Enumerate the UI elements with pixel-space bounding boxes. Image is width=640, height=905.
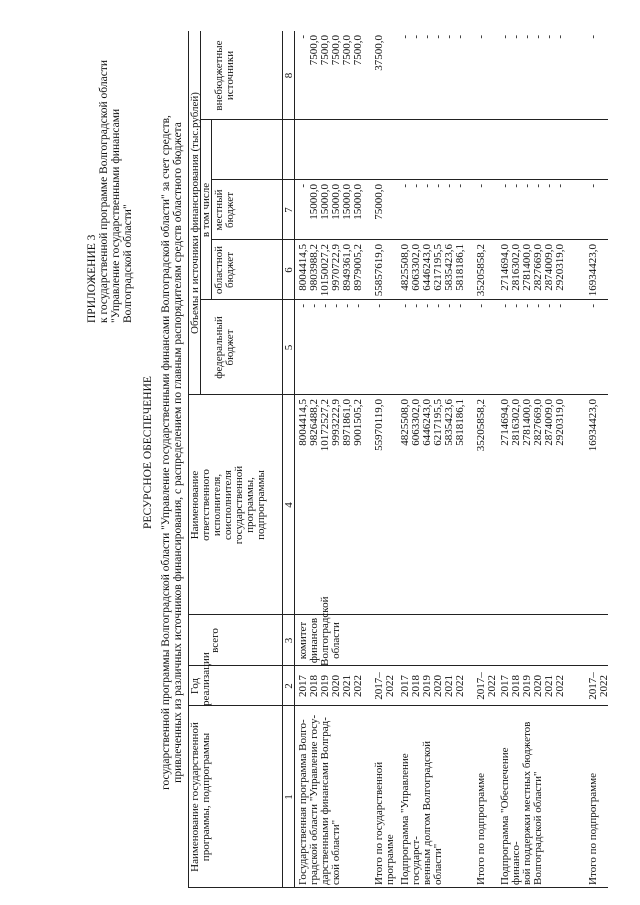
sub1-total-local: -: [475, 184, 487, 188]
doc-title-line-1: государственной программы Волгоградской области "Управление государственными финансами Волгоградской области" за счет средств,: [160, 115, 172, 790]
header-year: Год реализации: [189, 652, 212, 706]
sub1-years: 2017 2018 2019 2020 2021 2022: [399, 675, 466, 697]
appendix-line-2: "Управление государственными финансами: [110, 108, 122, 323]
program-executor: комитет финансов Волгоградской области: [297, 596, 342, 666]
program-years: 2017 2018 2019 2020 2021 2022: [297, 675, 364, 697]
program-total-period: 2017–2022: [373, 672, 396, 700]
appendix-line-1: к государственной программе Волгоградской области: [98, 60, 110, 323]
sub1-total-label: Итого по подпрограмме: [475, 773, 487, 885]
col-num-7: 7: [283, 207, 295, 213]
col-num-6: 6: [283, 267, 295, 273]
appendix-line-3: Волгоградской области": [122, 204, 134, 323]
header-local: местный бюджет: [213, 189, 236, 231]
sub2-total-period: 2017–2022: [587, 672, 610, 700]
header-including: в том числе: [200, 182, 212, 238]
program-name: Государственная программа Волго- градской области "Управление госу- дарственными финансами Волград- ской области": [297, 714, 342, 885]
sub2-total-extra: -: [587, 35, 599, 39]
program-total-extra: 37500,0: [373, 35, 385, 71]
sub1-total: 4825508,0 6063302,0 6446243,0 6217195,5 5835423,6 5818186,1: [399, 399, 466, 446]
program-regional: 8004414,5 9803988,2 10150027,2 9970722,9 8949361,0 8979005,2: [297, 244, 364, 297]
sub2-years: 2017 2018 2019 2020 2021 2022: [499, 675, 566, 697]
program-total-regional: 55857619,0: [373, 244, 385, 297]
col-num-8: 8: [283, 72, 295, 79]
header-executor: Наименование ответственного исполнителя, соисполнителя государственной программы, подпрограммы: [189, 465, 267, 545]
header-program: Наименование государственной программы, подпрограммы: [189, 722, 212, 872]
sub2-total-local: -: [587, 184, 599, 188]
sub1-regional: 4825508,0 6063302,0 6446243,0 6217195,5 5835423,6 5818186,1: [399, 244, 466, 291]
doc-title-line-2: привлеченных из различных источников финансирования, с распределением по главным распорядителям средств областного бюджета: [172, 122, 184, 783]
sub2-extra: - - - - - -: [499, 35, 566, 39]
sub1-total-period: 2017–2022: [475, 672, 498, 700]
sub2-total: 2714694,0 2816302,0 2781400,0 2827669,0 2874009,0 2920319,0: [499, 399, 566, 446]
sub2-total-label: Итого по подпрограмме: [587, 773, 599, 885]
program-local: - 15000,0 15000,0 15000,0 15000,0 15000,0: [297, 184, 364, 220]
sub2-total-federal: -: [587, 304, 599, 308]
sub2-total-regional: 16934423,0: [587, 244, 599, 297]
program-total: 8004414,5 9826488,2 10172527,2 9993222,9 8971861,0 9001505,2: [297, 399, 364, 452]
col-divider-7: [211, 179, 608, 180]
col-num-4: 4: [283, 502, 295, 508]
header-federal: федеральный бюджет: [213, 316, 236, 379]
sub2-local: - - - - - -: [499, 184, 566, 188]
header-extra: внебюджетные источники: [213, 40, 236, 111]
table-left-border: [188, 887, 608, 888]
col-num-1: 1: [283, 794, 295, 800]
sub1-name: Подпрограмма "Управление государст- венным долгом Волгоградской области": [399, 740, 444, 885]
sub1-total-extra: -: [475, 35, 487, 39]
col-num-3: 3: [283, 637, 295, 644]
sub2-regional: 2714694,0 2816302,0 2781400,0 2827669,0 2874009,0 2920319,0: [499, 244, 566, 291]
sub1-federal: - - - - - -: [399, 304, 466, 308]
header-volumes: Объемы и источники финансирования (тыс.рублей): [189, 92, 201, 334]
sub1-local: - - - - - -: [399, 184, 466, 188]
doc-heading: РЕСУРСНОЕ ОБЕСПЕЧЕНИЕ: [142, 376, 154, 529]
header-bottom-border: [282, 31, 283, 888]
header-total: всего: [209, 628, 221, 653]
sub1-total-sum: 35205858,2: [475, 399, 487, 452]
sub2-total-sum: 16934423,0: [587, 399, 599, 452]
program-total-local: 75000,0: [373, 184, 385, 220]
sub1-total-federal: -: [475, 304, 487, 308]
program-total-federal: -: [373, 304, 385, 308]
program-total-sum: 55970119,0: [373, 399, 385, 451]
sub1-total-regional: 35205858,2: [475, 244, 487, 297]
col-num-5: 5: [283, 344, 295, 351]
header-regional: областной бюджет: [213, 245, 236, 295]
program-federal: - - - - - -: [297, 304, 364, 308]
sub2-federal: - - - - - -: [499, 304, 566, 308]
program-extra: - 7500,0 7500,0 7500,0 7500,0 7500,0: [297, 35, 364, 66]
appendix-label: ПРИЛОЖЕНИЕ 3: [86, 234, 98, 323]
sub2-name: Подпрограмма "Обеспечение финансо- вой поддержки местных бюджетов Волгоградской области": [499, 721, 544, 885]
sub1-extra: - - - - - -: [399, 35, 466, 39]
col-num-2: 2: [283, 683, 295, 689]
program-total-label: Итого по государственной программе: [373, 761, 396, 885]
